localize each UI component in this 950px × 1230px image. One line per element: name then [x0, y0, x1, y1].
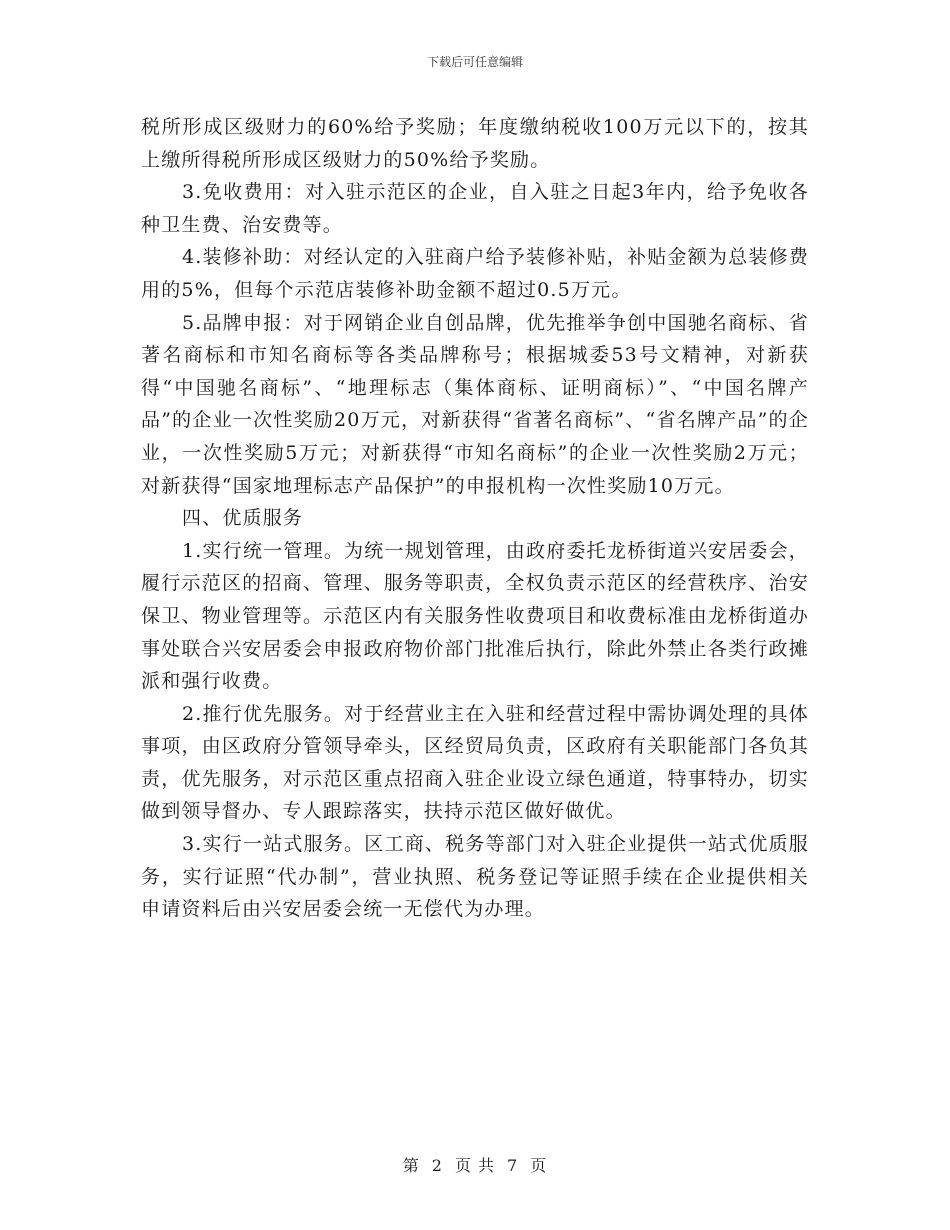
paragraph-fee-exemption: 3.免收费用：对入驻示范区的企业，自入驻之日起3年内，给予免收各种卫生费、治安费等。	[141, 181, 809, 236]
paragraph-decoration-subsidy: 4.装修补助：对经认定的入驻商户给予装修补贴，补贴金额为总装修费用的5%，但每个示范店装修补助金额不超过0.5万元。	[141, 246, 809, 301]
paragraph-brand-application: 5.品牌申报：对于网销企业自创品牌，优先推举争创中国驰名商标、省著名商标和市知名商标等各类品牌称号；根据城委53号文精神，对新获得“中国驰名商标”、“地理标志（集体商标、证明商标）”、“中国名牌产品”的企业一次性奖励20万元，对新获得“省著名商标”、“省名牌产品”的企业，一次性奖励5万元；对新获得“市知名商标”的企业一次性奖励2万元；对新获得“国家地理标志产品保护”的申报机构一次性奖励10万元。	[141, 311, 809, 497]
footer-current-page: 2	[431, 1156, 443, 1175]
section-heading-quality-service: 四、优质服务	[182, 507, 304, 530]
paragraph-one-stop-service: 3.实行一站式服务。区工商、税务等部门对入驻企业提供一站式优质服务，实行证照“代办制”，营业执照、税务登记等证照手续在企业提供相关申请资料后由兴安居委会统一无偿代为办理。	[141, 833, 809, 921]
document-body	[141, 111, 809, 926]
footer-mid: 页 共	[454, 1156, 496, 1175]
footer-total-pages: 7	[507, 1156, 519, 1175]
paragraph-priority-service: 2.推行优先服务。对于经营业主在入驻和经营过程中需协调处理的具体事项，由区政府分管领导牵头，区经贸局负责，区政府有关职能部门各负其责，优先服务，对示范区重点招商入驻企业设立绿色通道，特事特办，切实做到领导督办、专人跟踪落实，扶持示范区做好做优。	[141, 702, 809, 823]
paragraph-tax-reward: 税所形成区级财力的60%给予奖励；年度缴纳税收100万元以下的，按其上缴所得税所形成区级财力的50%给予奖励。	[141, 116, 809, 171]
footer-prefix: 第	[402, 1156, 420, 1175]
footer-suffix: 页	[530, 1156, 548, 1175]
page-header-note: 下载后可任意编辑	[426, 55, 523, 69]
paragraph-unified-management: 1.实行统一管理。为统一规划管理，由政府委托龙桥街道兴安居委会，履行示范区的招商、管理、服务等职责，全权负责示范区的经营秩序、治安保卫、物业管理等。示范区内有关服务性收费项目和收费标准由龙桥街道办事处联合兴安居委会申报政府物价部门批准后执行，除此外禁止各类行政摊派和强行收费。	[141, 539, 809, 693]
page-number-footer	[0, 1153, 950, 1176]
